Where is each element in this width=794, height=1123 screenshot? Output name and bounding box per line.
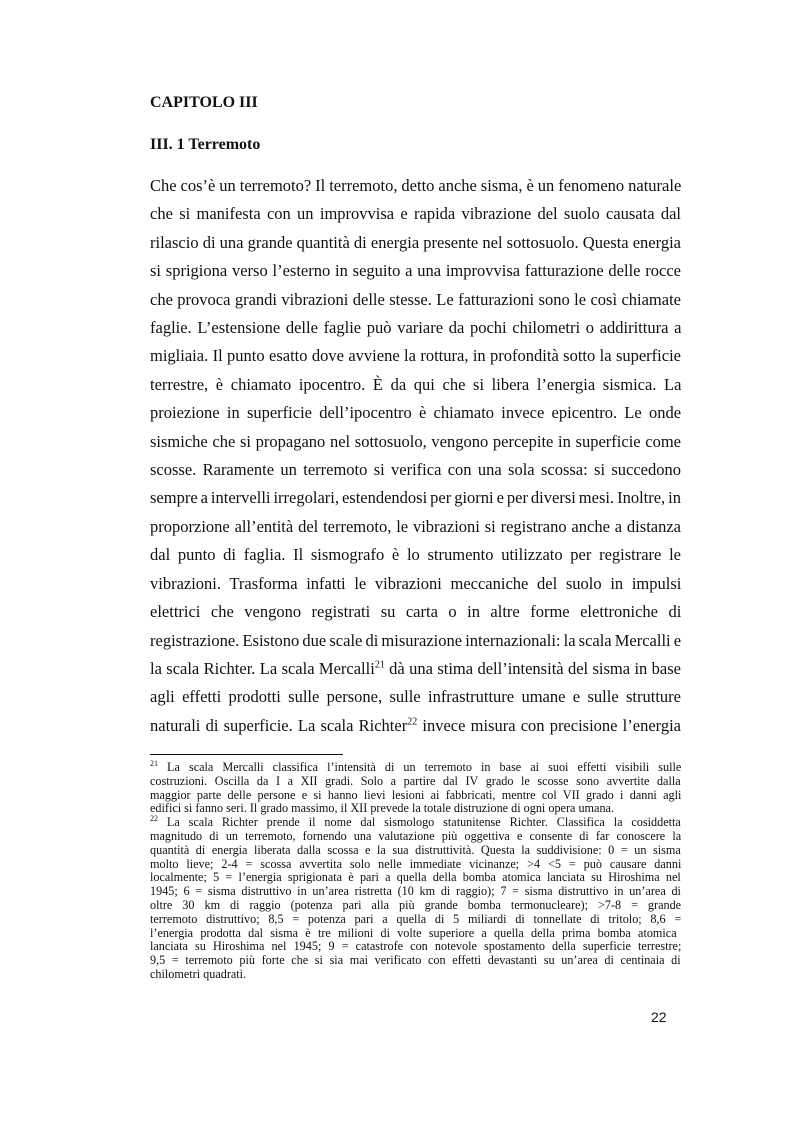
body-line-mercalli	[150, 655, 681, 683]
footnote-line: magnitudo di un terremoto, fornendo una valutazione più oggettiva e consente di far conoscere la	[150, 828, 682, 843]
footnote-ref-22[interactable]: 22	[407, 716, 418, 728]
body-text-segment: dà una stima dell’intensità del sisma in base	[384, 658, 681, 678]
body-line: sempre a intervelli irregolari, estendendosi per giorni e per diversi mesi. Inoltre, in	[150, 488, 681, 508]
body-text-segment: invece misura con precisione l’energia	[417, 715, 681, 735]
footnote-line: lanciata su Hiroshima nel 1945; 9 = catastrofe con notevole spostamento della superficie terrestre;	[150, 939, 682, 954]
footnote-line: oltre 30 km di raggio (potenza pari alla più grande bomba termonucleare); >7-8 = grande	[150, 897, 682, 912]
footnote-line: costruzioni. Oscilla da I a XII gradi. Solo a partire dal IV grado le scosse sono avvertite dalla	[150, 773, 681, 788]
footnote-22	[150, 816, 681, 982]
body-line: agli effetti prodotti sulle persone, sulle infrastrutture umane e sulle strutture	[150, 687, 681, 707]
footnote-line: l’energia prodotta dal sisma è tre milioni di volte superiore a quella della prima bomba atomica	[150, 925, 677, 940]
body-line: si sprigiona verso l’esterno in seguito a una improvvisa fatturazione delle rocce	[150, 261, 681, 281]
footnote-line: chilometri quadrati.	[150, 966, 247, 981]
footnote-line: La scala Richter prende il nome dal sismologo statunitense Richter. Classifica la cosiddetta	[158, 815, 681, 830]
page-number: 22	[651, 1009, 667, 1025]
body-line: proiezione in superficie dell’ipocentro è chiamato invece epicentro. Le onde	[150, 403, 682, 423]
footnote-line: quantità di energia liberata dalla scossa e la sua distruttività. Questa la suddivisione: 0 = un sisma	[150, 842, 681, 857]
body-line: che provoca grandi vibrazioni delle stesse. Le fatturazioni sono le così chiamate	[150, 289, 681, 309]
footnote-line: 1945; 6 = sisma distruttivo in un’area ristretta (10 km di raggio); 7 = sisma distruttivo in un’area di	[150, 884, 681, 899]
footnote-number: 22	[150, 814, 158, 824]
body-line: che si manifesta con un improvvisa e rapida vibrazione del suolo causata dal	[150, 204, 681, 224]
footnote-21	[150, 758, 682, 816]
footnote-line: localmente; 5 = l’energia sprigionata è pari a quella della bomba atomica lanciata su Hiroshima nel	[150, 870, 681, 885]
footnote-line: molto lieve; 2-4 = scossa avvertita solo nelle immediate vicinanze; >4 <5 = può causare danni	[150, 856, 682, 871]
body-line: terrestre, è chiamato ipocentro. È da qui che si libera l’energia sismica. La	[150, 374, 682, 394]
chapter-heading: CAPITOLO III	[150, 94, 258, 111]
footnote-line: 9,5 = terremoto più forte che si sia mai verificato con effetti devastanti su un’area di centinaia di	[150, 953, 681, 968]
body-text	[150, 172, 681, 740]
body-text-segment: la scala Richter. La scala Mercalli	[150, 658, 375, 678]
footnote-separator	[150, 754, 343, 755]
section-heading: III. 1 Terremoto	[150, 136, 261, 153]
footnote-line: edifici si fanno seri. Il grado massimo, il XII prevede la totale distruzione di ogni opera umana.	[150, 801, 614, 816]
body-line-richter	[150, 712, 681, 740]
footnote-line: terremoto distruttivo; 8,5 = potenza pari a quella di 5 miliardi di tonnellate di tritolo; 8,6 =	[150, 911, 682, 926]
footnote-line: La scala Mercalli classifica l’intensità di un terremoto in base ai suoi effetti visibili sulle	[158, 760, 682, 774]
body-line: sismiche che si propagano nel sottosuolo, vengono percepite in superficie come	[150, 431, 681, 451]
footnotes	[150, 758, 682, 982]
body-line: Che cos’è un terremoto? Il terremoto, detto anche sisma, è un fenomeno naturale	[150, 176, 682, 195]
body-line: scosse. Raramente un terremoto si verifica con una sola scossa: si succedono	[150, 460, 681, 480]
footnote-number: 21	[150, 758, 158, 768]
body-line: dal punto di faglia. Il sismografo è lo strumento utilizzato per registrare le	[150, 545, 681, 565]
body-line: faglie. L’estensione delle faglie può variare da pochi chilometri o addirittura a	[150, 318, 682, 338]
footnote-ref-21[interactable]: 21	[374, 659, 385, 671]
body-line: elettrici che vengono registrati su carta o in altre forme elettroniche di	[150, 602, 682, 622]
body-line: migliaia. Il punto esatto dove avviene la rottura, in profondità sotto la superficie	[150, 346, 681, 366]
footnote-line: maggior parte delle persone e si hanno lievi lesioni ai fabbricati, mentre col VII grado i danni agli	[150, 787, 682, 802]
body-line: rilascio di una grande quantità di energia presente nel sottosuolo. Questa energia	[150, 232, 681, 252]
body-line: proporzione all’entità del terremoto, le vibrazioni si registrano anche a distanza	[150, 516, 681, 536]
body-line: vibrazioni. Trasforma infatti le vibrazioni meccaniche del suolo in impulsi	[150, 573, 682, 593]
body-text-segment: naturali di superficie. La scala Richter	[150, 715, 408, 735]
body-line: registrazione. Esistono due scale di misurazione internazionali: la scala Mercalli e	[150, 630, 682, 650]
